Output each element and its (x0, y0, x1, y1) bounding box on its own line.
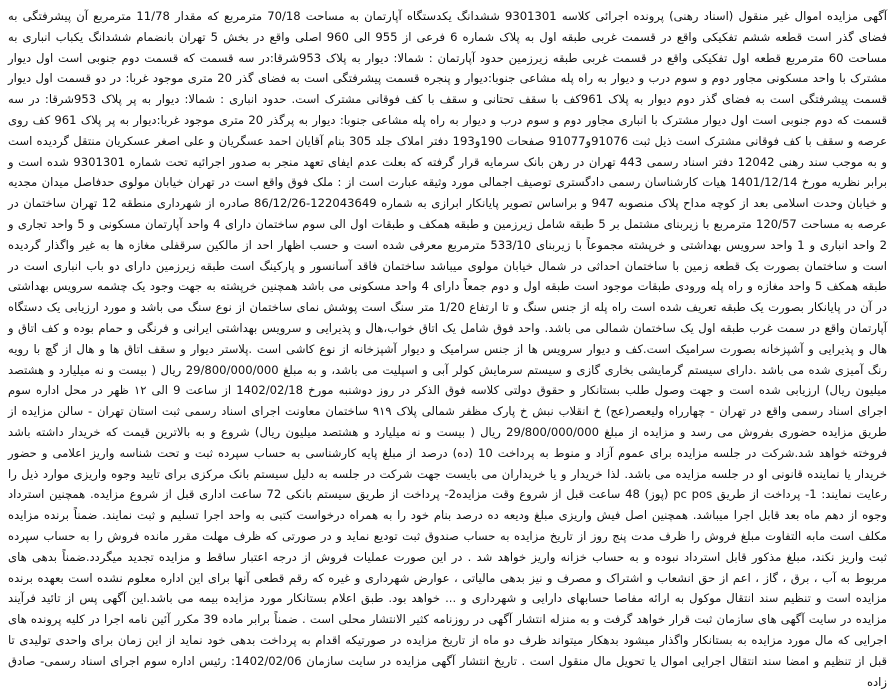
notice-body-text: آگهی مزایده اموال غیر منقول (اسناد رهنی) پرونده اجرائی کلاسه 9301301 ششدانگ یکدستگاه آپارتمان به مساحت 70/18 مترمربع که مقدار 11/78 مترمربع آن پیشرفتگی به فضای گذر است قطعه ششم تفکیکی واقع در قسمت غربی طبقه اول به پلاک شماره 6 فرعی از 955 الی 960 اصلی واقع در بخش 5 تهران بانضمام ششدانگ یکباب انباری به مساحت 60 مترمربع قطعه اول تفکیکی واقع در قسمت غربی طبقه زیرزمین حدود آپارتمان : شمالا: دیوار به پلاک 953شرقا:در سه قسمت که قسمت دوم جنوبی است اول دیوار مشترک با واحد مسکونی مجاور دوم و سوم درب و دیوار به راه پله مشاعی جنوبا:دیوار و پنجره قسمت پیشرفتگی است به فضای گذر 20 متری موجود غربا: در دو قسمت اول دیوار قسمت پیشرفتگی است به فضای گذر دوم دیوار به پلاک 961کف با سقف تحتانی و سقف با کف فوقانی مشترک است. حدود انباری : شمالا: دیوار به پر پلاک 953شرقا: در سه قسمت که دوم جنوبی است اول دیوار مشترک با انباری مجاور دوم و سوم درب و دیوار به راه پله مشاعی جنوبا: دیوار به پرگذر 20 متری موجود غربا:دیوار به پر پلاک 961 کف روی عرصه و سقف با کف فوقانی مشترک است ذیل ثبت 91076و91077 صفحات 190و193 دفتر املاک جلد 305 بنام آقایان احمد عسگریان و علی اصغر عسکریان منتقل گردیده است و به موجب سند رهنی 12042 دفتر اسناد رسمی 443 تهران در رهن بانک سرمایه قرار گرفته که بعلت عدم ایفای تعهد منجر به صدور اجرائیه تحت شماره 9301301 شده است و برابر نظریه مورخ 1401/12/14 هیات کارشناسان رسمی دادگستری توصیف اجمالی مورد وثیقه عبارت است از : ملک فوق واقع است در تهران خیابان مولوی حدفاصل میدان مجدیه و خیابان وحدت اسلامی بعد از کوچه مداح پلاک منصوبه 947 و براساس تصویر پایانکار ابرازی به شماره 122043649-86/12/26 صادره از شهرداری منطقه 12 تهران ساختمان در عرصه به مساحت 120/57 مترمربع با زیربنای مشتمل بر 5 طبقه شامل زیرزمین و طبقه همکف و طبقات اول الی سوم ساختمان دارای 4 واحد آپارتمان مسکونی و 5 واحد تجاری و 2 واحد انباری و 1 واحد سرویس بهداشتی و خرپشته مجموعاً با زیربنای 533/10 مترمربع معرفی شده است و حسب اظهار احد از مالکین سرقفلی مغازه ها به غیر واگذار گردیده است و ساختمان بصورت یک قطعه زمین با ساختمان احداثی در شمال خیابان مولوی میباشد ساختمان فاقد آسانسور و پارکینگ است طبقه زیرزمین دارای دو باب انباری است در طبقه همکف 5 واحد مغازه و راه پله ورودی طبقات موجود است طبقه اول و دوم جمعاً دارای 4 واحد مسکونی می باشد همچنین خرپشته به جهت وجود یک چشمه سرویس بهداشتی در آن در پایانکار بصورت یک طبقه تعریف شده است راه پله از جنس سنگ و تا ارتفاع 1/20 متر سنگ است پوشش نمای ساختمان از نوع سنگ می باشد و مورد ارزیابی یک دستگاه آپارتمان واقع در سمت غرب طبقه اول یک ساختمان شمالی می باشد. واحد فوق شامل یک اتاق خواب،هال و پذیرایی و سرویس بهداشتی ایرانی و فرنگی و حمام بوده و کف اتاق و هال و پذیرایی و آشپزخانه بصورت سرامیک است.کف و دیوار سرویس ها از جنس سرامیک و دیوار آشپزخانه از نوع کاشی است .پلاستر دیوار و سقف اتاق ها و هال از گچ با رویه رنگ آمیزی شده می باشد .دارای سیستم گرمایشی بخاری گازی و سیستم سرمایش کولر آبی و اسپلیت می باشد، و به مبلغ 29/800/000/000 ریال ( بیست و نه میلیارد و هشتصد میلیون ریال) ارزیابی شده است و جهت وصول طلب بستانکار و حقوق دولتی کلاسه فوق الذکر در روز دوشنبه مورخ 1402/02/18 از ساعت 9 الی ١٢ ظهر در محل اداره سوم اجرای اسناد رسمی واقع در تهران - چهارراه ولیعصر(عج) خ انقلاب نبش خ پارک مظفر شمالی پلاک ۹۱۹ ساختمان معاونت اجرای اسناد رسمی ثبت استان تهران - سالن مزایده از طریق مزایده حضوری بفروش می رسد و مزایده از مبلغ 29/800/000/000 ریال ( بیست و نه میلیارد و هشتصد میلیون ریال) شروع و به بالاترین قیمت که خریدار داشته باشد فروخته خواهد شد.شرکت در جلسه مزایده برای عموم آزاد و منوط به پرداخت 10 (ده) درصد از مبلغ پایه کارشناسی به حساب سپرده ثبت و تحت شناسه واریز اعلامی و حضور خریدار یا نماینده قانونی او در جلسه مزایده می باشد. لذا خریدار و یا خریداران می بایست جهت شرکت در جلسه به دلیل سیستم بانک مرکزی برای تایید وجوه واریزی موارد ذیل را رعایت نمایند: 1- پرداخت از طریق pc pos (پوز) 48 ساعت قبل از شروع وقت مزایده2- پرداخت از طریق سیستم بانکی 72 ساعت اداری قبل از شروع مزایده. همچنین استرداد وجوه از دهم ماه بعد قابل اجرا میباشد. همچنین اصل فیش واریزی مبلغ ودیعه ده درصد بنام خود را به همراه درخواست کتبی به واحد اجرا تسلیم و ثبت نمایند. ضمناً برنده مزایده مکلف است مابه التفاوت مبلغ فروش را ظرف مدت پنج روز از تاریخ مزایده به حساب صندوق ثبت تودیع نماید و در صورتی که ظرف مهلت مقرر مانده فروش را به حساب سپرده ثبت واریز نکند، مبلغ مذکور قابل استرداد نبوده و به حساب خزانه واریز خواهد شد . در این صورت عملیات فروش از درجه اعتبار ساقط و مزایده تجدید میگردد.ضمناً بدهی های مربوط به آب ، برق ، گاز ، اعم از حق انشعاب و اشتراک و مصرف و نیز بدهی مالیاتی ، عوارض شهرداری و غیره که رقم قطعی آنها برای این اداره معلوم نشده است بعهده برنده مزایده است و تنظیم سند انتقال موکول به ارائه مفاصا حسابهای دارایی و شهرداری و ... خواهد بود. طبق اعلام بستانکار مورد مزایده بیمه می باشد.این آگهی پس از تائید فرآیند مزایده در سایت آگهی های سازمان ثبت قرار خواهد گرفت و به منزله انتشار آگهی در روزنامه کثیر الانتشار محلی است . ضمناً برابر ماده 39 مکرر آئین نامه اجرا در کلیه پرونده های اجرایی که مال مورد مزایده به بستانکار واگذار میشود بدهکار میتواند ظرف دو ماه از تاریخ مزایده در صورتیکه اقدام به پرداخت بدهی خود نماید از این زمان برای واحدی تولیدی تا قبل از تنظیم و امضا سند انتقال اجرایی اموال یا تحویل مال منقول است . تاریخ انتشار آگهی مزایده در سایت سازمان 1402/02/06: رئیس اداره سوم اجرای اسناد رسمی- صادق زاده (8, 9, 888, 689)
